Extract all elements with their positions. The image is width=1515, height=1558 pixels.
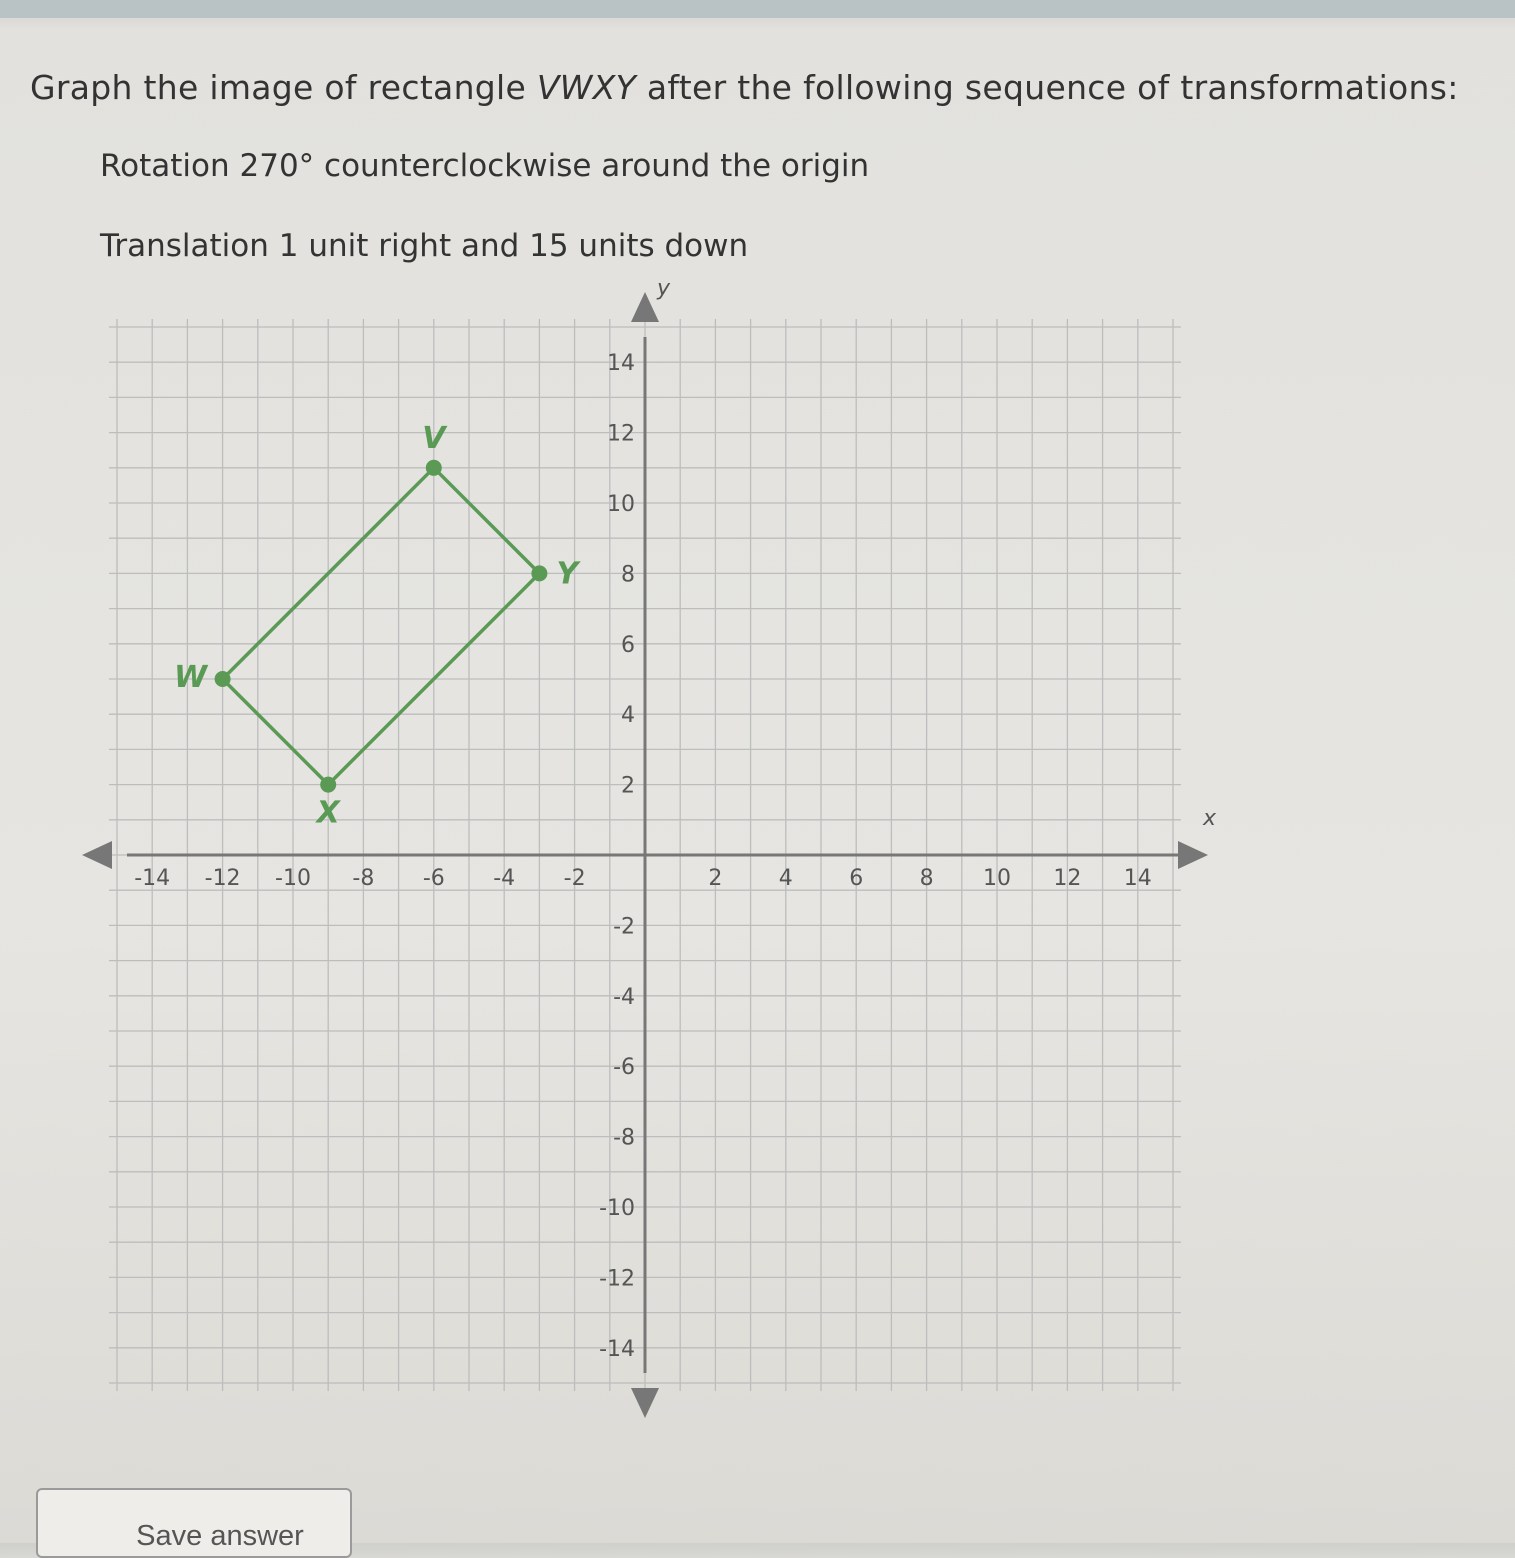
title-suffix: after the following sequence of transformations: xyxy=(636,68,1459,107)
x-tick-label: -14 xyxy=(134,866,171,891)
y-axis-label: y xyxy=(657,276,671,301)
y-tick-label: -2 xyxy=(613,914,635,940)
x-tick-label: 2 xyxy=(708,866,723,891)
x-tick-label: -2 xyxy=(563,866,586,891)
question-title xyxy=(30,68,1459,107)
y-axis-arrow-up xyxy=(631,292,659,322)
x-tick-label: -12 xyxy=(204,866,241,891)
y-tick-label: -4 xyxy=(613,984,635,1010)
vertex-label-v: V xyxy=(422,420,446,456)
y-tick-label: 6 xyxy=(621,632,635,658)
y-tick-label: -14 xyxy=(599,1336,635,1362)
x-tick-label: -4 xyxy=(493,866,516,891)
y-axis-arrow-down xyxy=(631,1388,659,1418)
x-tick-label: 14 xyxy=(1123,866,1152,891)
shape-name: VWXY xyxy=(536,68,637,107)
x-tick-label: 12 xyxy=(1053,866,1082,891)
x-tick-label: 10 xyxy=(983,866,1011,891)
save-answer-button[interactable]: Save answer xyxy=(36,1488,352,1558)
x-tick-label: -10 xyxy=(275,866,311,891)
x-axis-arrow-left xyxy=(82,841,112,869)
y-tick-label: 8 xyxy=(621,562,635,588)
coordinate-plane[interactable] xyxy=(0,276,1260,1430)
y-tick-label: -6 xyxy=(613,1055,635,1081)
y-tick-label: 12 xyxy=(607,421,635,447)
y-tick-label: -10 xyxy=(599,1196,635,1221)
vertex-point-v[interactable] xyxy=(426,460,442,476)
y-tick-label: 14 xyxy=(607,351,635,377)
x-tick-label: 4 xyxy=(778,866,793,891)
vertex-label-y: Y xyxy=(556,556,579,592)
x-tick-label: -6 xyxy=(422,866,445,891)
vertex-point-w[interactable] xyxy=(215,671,231,687)
vertex-point-y[interactable] xyxy=(531,565,547,581)
x-tick-label: 6 xyxy=(849,866,864,891)
y-tick-label: -8 xyxy=(613,1125,635,1151)
x-axis-arrow-right xyxy=(1178,841,1208,869)
x-axis-label: x xyxy=(1203,806,1217,831)
step-rotation: Rotation 270° counterclockwise around the origin xyxy=(100,148,870,184)
browser-top-bar xyxy=(0,0,1515,18)
vertex-label-w: W xyxy=(174,660,208,695)
y-tick-label: -12 xyxy=(599,1266,635,1292)
vertex-label-x: X xyxy=(316,795,340,831)
y-tick-label: 10 xyxy=(607,492,635,517)
x-tick-label: 8 xyxy=(919,866,934,891)
y-tick-label: 4 xyxy=(621,703,635,729)
y-tick-label: 2 xyxy=(621,773,635,799)
x-tick-label: -8 xyxy=(352,866,375,891)
rectangle-vwxy xyxy=(223,468,540,785)
vertex-point-x[interactable] xyxy=(320,777,336,793)
step-translation: Translation 1 unit right and 15 units down xyxy=(100,228,749,264)
title-prefix: Graph the image of rectangle xyxy=(30,68,537,107)
